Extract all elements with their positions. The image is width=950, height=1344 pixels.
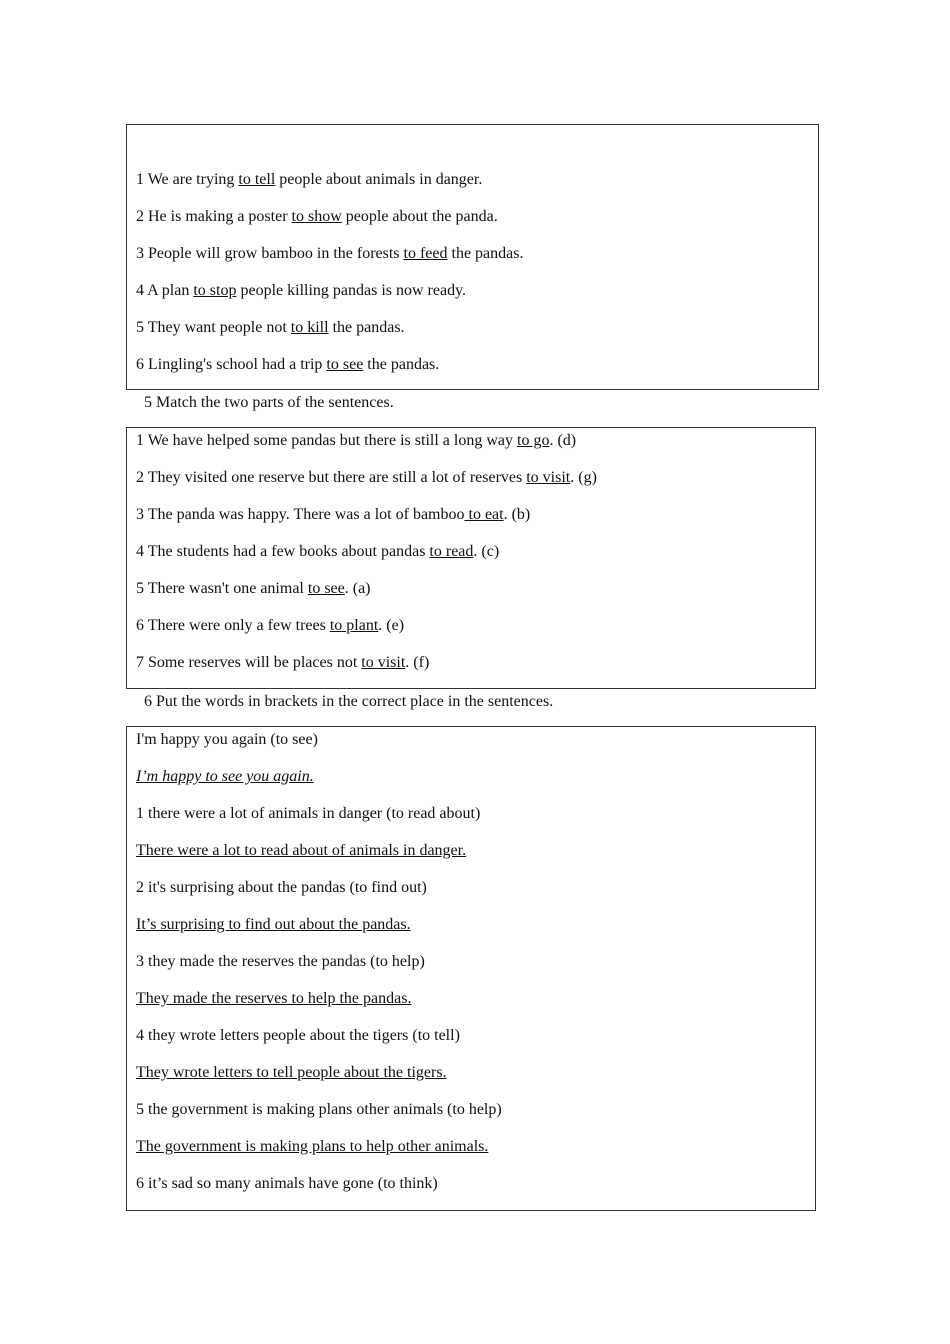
sentence-line: 6 Lingling's school had a trip to see the pandas.: [136, 356, 440, 373]
exercise-answer: The government is making plans to help other animals.: [136, 1138, 489, 1155]
exercise-question: 5 the government is making plans other animals (to help): [136, 1101, 502, 1118]
match-line: 7 Some reserves will be places not to visit. (f): [136, 654, 430, 671]
match-line: 1 We have helped some pandas but there is still a long way to go. (d): [136, 432, 577, 449]
exercise-question: 2 it's surprising about the pandas (to find out): [136, 879, 427, 896]
sentence-line: 3 People will grow bamboo in the forests to feed the pandas.: [136, 245, 524, 262]
exercise-question: 3 they made the reserves the pandas (to help): [136, 953, 425, 970]
match-line: 4 The students had a few books about pandas to read. (c): [136, 543, 500, 560]
match-sentences-box: [126, 427, 816, 689]
match-line: 2 They visited one reserve but there are still a lot of reserves to visit. (g): [136, 469, 597, 486]
exercise-question: 1 there were a lot of animals in danger (to read about): [136, 805, 481, 822]
match-line: 3 The panda was happy. There was a lot of bamboo to eat. (b): [136, 506, 531, 523]
sentence-line: 4 A plan to stop people killing pandas is now ready.: [136, 282, 467, 299]
exercise-question: 4 they wrote letters people about the tigers (to tell): [136, 1027, 460, 1044]
section-6-heading: 6 Put the words in brackets in the correct place in the sentences.: [144, 693, 554, 710]
sentence-line: 1 We are trying to tell people about animals in danger.: [136, 171, 483, 188]
match-line: 6 There were only a few trees to plant. (e): [136, 617, 405, 634]
example-question: I'm happy you again (to see): [136, 731, 318, 748]
section-5-heading: 5 Match the two parts of the sentences.: [144, 394, 394, 411]
match-line: 5 There wasn't one animal to see. (a): [136, 580, 371, 597]
exercise-question: 6 it’s sad so many animals have gone (to think): [136, 1175, 438, 1192]
sentences-box-1: [126, 124, 819, 390]
sentence-line: 5 They want people not to kill the pandas.: [136, 319, 405, 336]
exercise-answer: It’s surprising to find out about the pandas.: [136, 916, 411, 933]
example-answer: I’m happy to see you again.: [136, 768, 314, 785]
exercise-answer: There were a lot to read about of animals in danger.: [136, 842, 467, 859]
exercise-answer: They made the reserves to help the pandas.: [136, 990, 412, 1007]
sentence-line: 2 He is making a poster to show people about the panda.: [136, 208, 498, 225]
brackets-exercise-box: [126, 726, 816, 1211]
exercise-answer: They wrote letters to tell people about the tigers.: [136, 1064, 447, 1081]
